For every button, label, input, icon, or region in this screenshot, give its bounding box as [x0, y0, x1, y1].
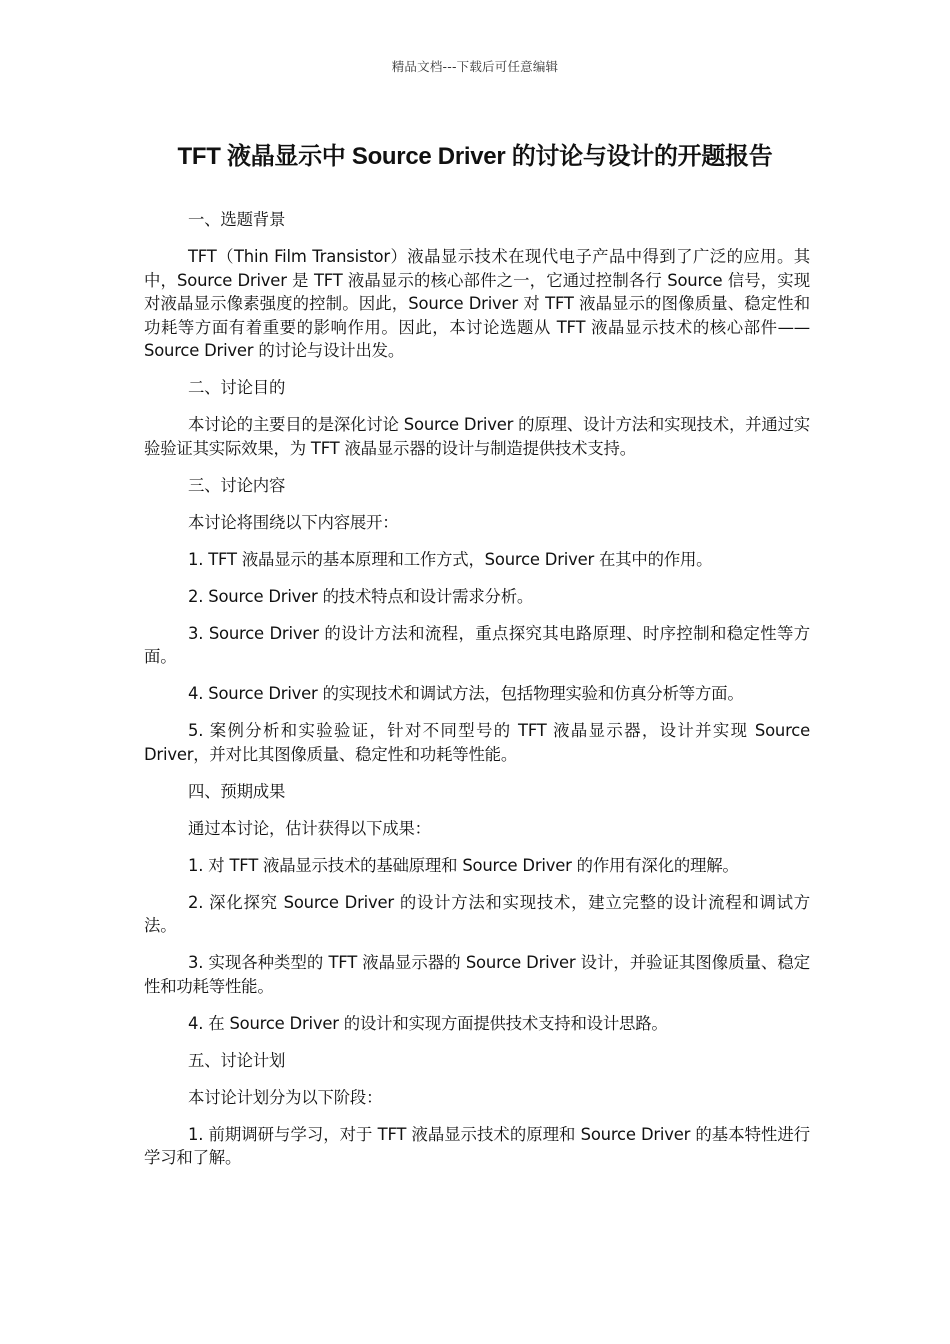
section-heading-outcomes: 四、预期成果 [188, 781, 286, 801]
list-item: 3. 实现各种类型的 TFT 液晶显示器的 Source Driver 设计，并验证其图像质量、稳定性和功耗等性能。 [144, 953, 810, 996]
section-heading-content: 三、讨论内容 [188, 475, 286, 495]
document-title: TFT 液晶显示中 Source Driver 的讨论与设计的开题报告 [177, 143, 773, 170]
list-item: 1. 前期调研与学习，对于 TFT 液晶显示技术的原理和 Source Driver 的基本特性进行学习和了解。 [144, 1124, 810, 1167]
list-item: 2. 深化探究 Source Driver 的设计方法和实现技术，建立完整的设计流程和调试方法。 [144, 892, 810, 935]
section-heading-background: 一、选题背景 [188, 210, 286, 229]
paragraph: 本讨论的主要目的是深化讨论 Source Driver 的原理、设计方法和实现技术，并通过实验验证其实际效果，为 TFT 液晶显示器的设计与制造提供技术支持。 [144, 415, 810, 458]
list-item: 5. 案例分析和实验验证，针对不同型号的 TFT 液晶显示器，设计并实现 Source Driver，并对比其图像质量、稳定性和功耗等性能。 [144, 721, 810, 764]
page-header: 精品文档---下载后可任意编辑 [391, 59, 559, 74]
paragraph: 通过本讨论，估计获得以下成果： [188, 818, 431, 838]
document-body [144, 208, 810, 1183]
paragraph: TFT（Thin Film Transistor）液晶显示技术在现代电子产品中得到了广泛的应用。其中，Source Driver 是 TFT 液晶显示的核心部件之一，它通过控制各行 Source 信号，实现对液晶显示像素强度的控制。因此，Source Driver 对 TFT 液晶显示的图像质量、稳定性和功耗等方面有着重要的影响作用。因此，本讨论选题从 TFT 液晶显示技术的核心部件——Source Driver 的讨论与设计出发。 [144, 247, 810, 360]
list-item: 4. 在 Source Driver 的设计和实现方面提供技术支持和设计思路。 [188, 1013, 668, 1033]
list-item: 1. 对 TFT 液晶显示技术的基础原理和 Source Driver 的作用有深化的理解。 [188, 855, 739, 875]
section-heading-plan: 五、讨论计划 [188, 1050, 286, 1070]
list-item: 2. Source Driver 的技术特点和设计需求分析。 [188, 586, 534, 606]
list-item: 4. Source Driver 的实现技术和调试方法，包括物理实验和仿真分析等方面。 [188, 684, 744, 703]
list-item: 3. Source Driver 的设计方法和流程，重点探究其电路原理、时序控制和稳定性等方面。 [144, 623, 810, 666]
list-item: 1. TFT 液晶显示的基本原理和工作方式，Source Driver 在其中的作用。 [188, 549, 713, 569]
paragraph: 本讨论计划分为以下阶段： [188, 1087, 383, 1107]
section-heading-purpose: 二、讨论目的 [188, 378, 286, 397]
paragraph: 本讨论将围绕以下内容展开： [188, 512, 399, 532]
